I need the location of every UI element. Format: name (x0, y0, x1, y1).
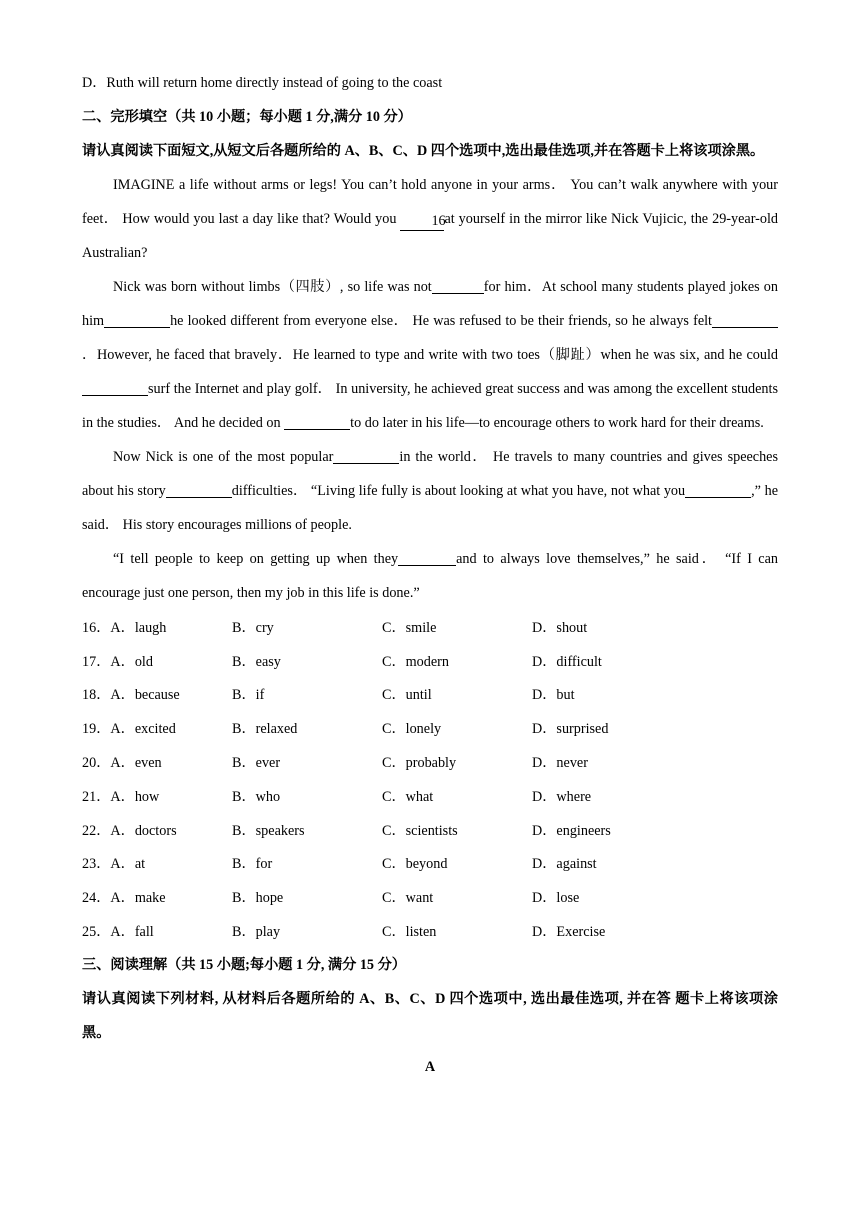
option-d[interactable] (532, 644, 778, 678)
passage-text: Now Nick is one of the most popular (113, 449, 334, 465)
option-c[interactable] (382, 711, 532, 745)
question-number: 21． (82, 788, 111, 805)
option-b[interactable] (232, 711, 382, 745)
option-text: B．play (232, 924, 281, 941)
option-text: A．doctors (110, 822, 177, 839)
option-text: D．where (532, 788, 592, 805)
passage-text: at yourself in the mirror like Nick Vujicic, the 29-year-old Australian? (82, 211, 778, 261)
blank-23 (166, 481, 232, 498)
option-text: C．what (382, 788, 434, 805)
option-text: C．smile (382, 619, 437, 636)
option-text: C．until (382, 687, 432, 704)
option-b[interactable] (232, 847, 382, 881)
section-2-heading: 二、完形填空（共 10 小题；每小题 1 分,满分 10 分） (82, 109, 412, 125)
option-a[interactable] (82, 847, 232, 881)
passage-text: ,” he said． His story encourages millions of people. (82, 483, 778, 533)
passage-text: to do later in his life—to encourage others to work hard for their dreams. (350, 415, 764, 431)
passage-text: surf the Internet and play golf． In university, he achieved great success and was among the excellent students in the studies． And he decided on (82, 381, 778, 431)
passage-text: and to always love themselves,” he said． “If I can encourage just one person, then my job in this life is done.” (82, 551, 779, 601)
option-text: D．but (532, 687, 575, 704)
question-number: 19． (82, 721, 111, 738)
option-a[interactable] (82, 678, 232, 712)
option-text: B．cry (232, 619, 274, 636)
section-3-heading: 三、阅读理解（共 15 小题;每小题 1 分, 满分 15 分） (82, 956, 406, 973)
option-text: C．listen (382, 924, 437, 941)
question-row (82, 914, 778, 948)
passage-a-label: A (424, 1058, 436, 1075)
option-a[interactable] (82, 779, 232, 813)
blank-25 (398, 549, 456, 566)
passage-text: he looked different from everyone else． He was refused to be their friends, so he always felt (170, 313, 712, 329)
option-text: D．never (532, 755, 588, 772)
option-text: A．even (110, 755, 162, 772)
option-text: B．if (232, 687, 265, 704)
question-number: 17． (82, 653, 111, 670)
option-b[interactable] (232, 779, 382, 813)
option-c[interactable] (382, 745, 532, 779)
question-row (82, 880, 778, 914)
option-text: B．for (232, 856, 273, 873)
question-number: 24． (82, 890, 111, 907)
option-d[interactable] (532, 711, 778, 745)
option-a[interactable] (82, 914, 232, 948)
option-text: D．against (532, 856, 597, 873)
option-a[interactable] (82, 644, 232, 678)
option-a[interactable] (82, 610, 232, 644)
passage-text: Nick was born without limbs（四肢）, so life was not (113, 279, 432, 295)
option-c[interactable] (382, 779, 532, 813)
option-text: C．beyond (382, 856, 448, 873)
option-b[interactable] (232, 610, 382, 644)
passage-text: for him．At school many students played jokes on him (82, 279, 778, 329)
option-text: D．lose (532, 890, 580, 907)
option-text: B．easy (232, 653, 281, 670)
option-text: C．modern (382, 653, 449, 670)
option-b[interactable] (232, 745, 382, 779)
blank-22 (333, 447, 399, 464)
exam-page (82, 66, 778, 1084)
option-text: C．lonely (382, 721, 442, 738)
option-text: A．because (110, 687, 180, 704)
option-text: A．how (110, 788, 160, 805)
option-c[interactable] (382, 644, 532, 678)
option-d[interactable] (532, 610, 778, 644)
option-text: A．excited (110, 721, 176, 738)
option-a[interactable] (82, 711, 232, 745)
blank-16: 16 (400, 212, 444, 231)
blank-21 (284, 413, 350, 430)
option-d[interactable] (532, 880, 778, 914)
option-text: B．ever (232, 755, 281, 772)
passage-text: IMAGINE a life without arms or legs! You can’t hold anyone in your arms． You can’t walk anywhere with your feet． How would you last a day like that? Would you (82, 177, 778, 227)
option-text: A．at (110, 856, 146, 873)
question-row (82, 610, 778, 644)
option-b[interactable] (232, 678, 382, 712)
option-text: D．difficult (532, 653, 602, 670)
option-text: B．hope (232, 890, 284, 907)
option-text: D．shout (532, 619, 588, 636)
option-d[interactable] (532, 847, 778, 881)
passage-text: difficulties． “Living life fully is about looking at what you have, not what you (231, 483, 686, 499)
passage-text: “I tell people to keep on getting up when they (113, 551, 399, 567)
option-d[interactable] (532, 779, 778, 813)
question-row (82, 745, 778, 779)
option-a[interactable] (82, 745, 232, 779)
question-row (82, 678, 778, 712)
passage-paragraph-3 (82, 440, 778, 542)
question-row (82, 644, 778, 678)
option-a[interactable] (82, 813, 232, 847)
question-row (82, 711, 778, 745)
section-3-instruction: 请认真阅读下列材料, 从材料后各题所给的 A、B、C、D 四个选项中, 选出最佳选项, 并在答 题卡上将该项涂黑。 (82, 990, 778, 1041)
option-text: D．surprised (532, 721, 609, 738)
section-2-instruction: 请认真阅读下面短文,从短文后各题所给的 A、B、C、D 四个选项中,选出最佳选项,并在答题卡上将该项涂黑。 (82, 143, 765, 159)
option-a[interactable] (82, 880, 232, 914)
option-c[interactable] (382, 610, 532, 644)
option-text: B．speakers (232, 822, 305, 839)
question-number: 20． (82, 755, 111, 772)
option-text: C．scientists (382, 822, 458, 839)
option-text: D．Exercise (532, 924, 606, 941)
passage-paragraph-1 (82, 168, 778, 270)
question-row (82, 847, 778, 881)
question-number: 16． (82, 619, 111, 636)
passage-text: in the world． He travels to many countries and gives speeches about his story (82, 449, 778, 499)
blank-19 (712, 311, 778, 328)
option-text: C．want (382, 890, 434, 907)
option-b[interactable] (232, 914, 382, 948)
option-c[interactable] (382, 678, 532, 712)
passage-paragraph-4 (82, 542, 778, 610)
question-number: 22． (82, 822, 111, 839)
option-d[interactable] (532, 914, 778, 948)
option-c[interactable] (382, 847, 532, 881)
option-c[interactable] (382, 914, 532, 948)
option-b[interactable] (232, 880, 382, 914)
blank-24 (685, 481, 751, 498)
question-number: 23． (82, 856, 111, 873)
passage-text: ．However, he faced that bravely．He learned to type and write with two toes（脚趾）when he was six, and he could (82, 347, 778, 363)
blank-20 (82, 379, 148, 396)
option-text: A．make (110, 890, 166, 907)
question-row (82, 813, 778, 847)
option-text: A．old (110, 653, 153, 670)
option-text: B．relaxed (232, 721, 298, 738)
question-number: 25． (82, 924, 111, 941)
option-c[interactable] (382, 880, 532, 914)
option-d[interactable] (532, 745, 778, 779)
option-c[interactable] (382, 813, 532, 847)
option-text: A．laugh (110, 619, 167, 636)
blank-18 (104, 311, 170, 328)
previous-question-option-d: D．Ruth will return home directly instead of going to the coast (82, 75, 443, 91)
option-text: A．fall (110, 924, 154, 941)
option-text: B．who (232, 788, 281, 805)
option-b[interactable] (232, 644, 382, 678)
option-text: C．probably (382, 755, 457, 772)
option-d[interactable] (532, 813, 778, 847)
option-d[interactable] (532, 678, 778, 712)
question-row (82, 779, 778, 813)
passage-paragraph-2 (82, 270, 778, 440)
option-b[interactable] (232, 813, 382, 847)
blank-17 (432, 277, 484, 294)
options-table (82, 610, 778, 948)
question-number: 18． (82, 687, 111, 704)
option-text: D．engineers (532, 822, 611, 839)
